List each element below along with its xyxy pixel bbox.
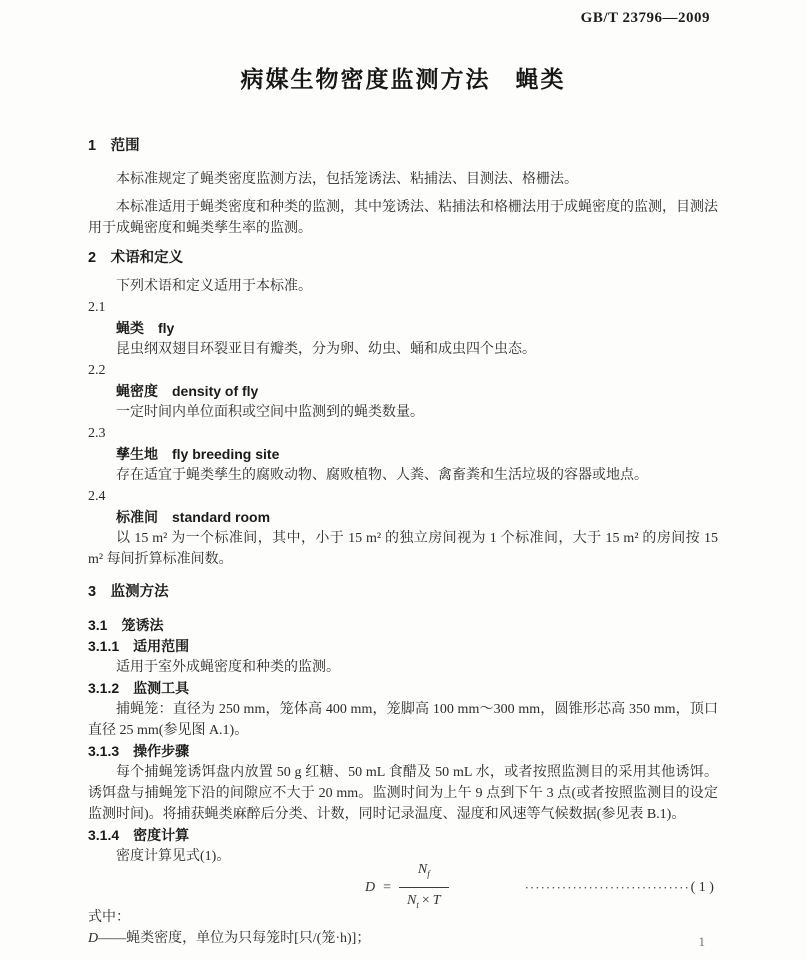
section-1-paragraph-1: 本标准规定了蝇类密度监测方法，包括笼诱法、粘捕法、目测法、格栅法。 [116, 172, 578, 187]
where-variable-d-description: ——蝇类密度，单位为只每笼时[只/(笼·h)]； [98, 931, 371, 946]
document-title: 病媒生物密度监测方法 蝇类 [240, 66, 566, 92]
standard-number: GB/T 23796—2009 [580, 10, 710, 26]
multiplication-sign: × [421, 892, 430, 908]
formula-numerator [408, 859, 440, 887]
section-3-1-3-heading: 3.1.3 操作步骤 [88, 743, 190, 759]
numerator-variable: N [417, 861, 428, 877]
section-3-1-2-paragraph: 捕蝇笼：直径为 250 mm，笼体高 400 mm，笼脚高 100 mm～300 mm，圆锥形芯高 350 mm，顶口直径 25 mm(参见图 A.1)。 [88, 702, 718, 738]
term-title: 标准间 standard room [116, 509, 271, 525]
term-number: 2.2 [88, 363, 106, 378]
section-3-1-1-heading: 3.1.1 适用范围 [88, 638, 190, 654]
section-2-intro: 下列术语和定义适用于本标准。 [116, 279, 312, 294]
section-1-paragraph-2: 本标准适用于蝇类密度和种类的监测，其中笼诱法、粘捕法和格栅法用于成蝇密度的监测，目测法用于成蝇密度和蝇类孳生率的监测。 [88, 200, 718, 236]
numerator-subscript: f [427, 868, 430, 879]
formula-denominator [399, 887, 449, 916]
term-number: 2.4 [88, 489, 106, 504]
formula-1 [88, 861, 718, 910]
section-3-1-3-paragraph: 每个捕蝇笼诱饵盘内放置 50 g 红糖、50 mL 食醋及 50 mL 水，或者按照监测目的采用其他诱饵。诱饵盘与捕蝇笼下沿的间隙应不大于 20 mm。监测时间为上午 9 点到下午 3 点(或者按照监测目的设定监测时间)。将捕获蝇类麻醉后分类、计数，同时记录温度、湿度和风速等气候数据(参见表 B.1)。 [88, 765, 718, 822]
term-title: 孳生地 fly breeding site [116, 446, 280, 462]
denominator-variable: N [407, 892, 417, 908]
term-title: 蝇类 fly [116, 320, 175, 336]
denominator-subscript: t [416, 899, 419, 910]
section-3-1-4-paragraph: 密度计算见式(1)。 [116, 849, 231, 864]
term-definition: 以 15 m² 为一个标准间，其中，小于 15 m² 的独立房间视为 1 个标准间，大于 15 m² 的房间按 15 m² 每间折算标准间数。 [88, 531, 718, 567]
formula-where-intro: 式中： [88, 910, 130, 925]
section-3-1-4-heading: 3.1.4 密度计算 [88, 827, 190, 843]
where-variable-d: D [88, 931, 99, 946]
term-definition: 存在适宜于蝇类孳生的腐败动物、腐败植物、人粪、禽畜粪和生活垃圾的容器或地点。 [116, 468, 648, 483]
term-block-2-4 [88, 486, 718, 570]
term-number: 2.3 [88, 426, 106, 441]
formula-equals-sign: = [383, 879, 392, 895]
term-number: 2.1 [88, 300, 106, 315]
term-title: 蝇密度 density of fly [116, 383, 259, 399]
term-block-2-1 [88, 297, 718, 360]
formula-fraction [399, 859, 449, 916]
section-3-1-heading: 3.1 笼诱法 [88, 617, 164, 633]
page-number: 1 [698, 934, 705, 949]
page-content [0, 64, 807, 949]
formula-dot-leader: ······························· [524, 879, 690, 895]
formula-where-definition [88, 928, 718, 949]
formula-lhs-variable: D [365, 879, 376, 895]
term-block-2-2 [88, 360, 718, 423]
denominator-time-variable: T [432, 892, 441, 908]
section-3-1-1-paragraph: 适用于室外成蝇密度和种类的监测。 [116, 660, 340, 675]
section-3-heading: 3 监测方法 [88, 584, 169, 600]
term-definition: 昆虫纲双翅目环裂亚目有瓣类，分为卵、幼虫、蛹和成虫四个虫态。 [116, 342, 536, 357]
section-3-1-2-heading: 3.1.2 监测工具 [88, 680, 190, 696]
term-definition: 一定时间内单位面积或空间中监测到的蝇类数量。 [116, 405, 424, 420]
section-2-heading: 2 术语和定义 [88, 250, 184, 266]
formula-number-label: ( 1 ) [690, 879, 714, 895]
section-1-heading: 1 范围 [88, 138, 140, 154]
term-block-2-3 [88, 423, 718, 486]
